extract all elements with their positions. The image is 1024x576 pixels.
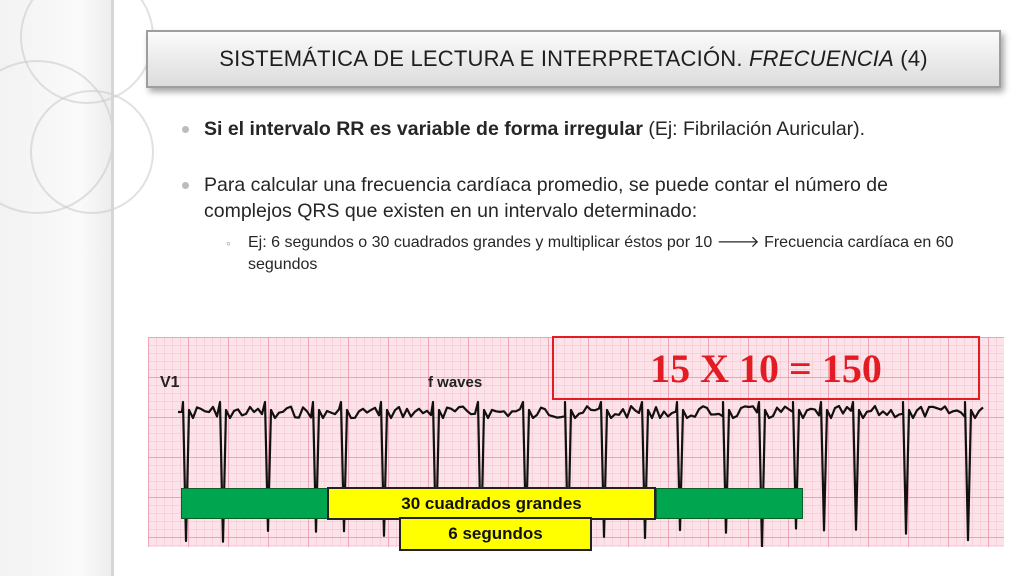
title-italic: FRECUENCIA — [748, 46, 894, 71]
bullet-irregular-rr-rest: (Ej: Fibrilación Auricular). — [642, 118, 866, 140]
sub-bullet-text: Ej: 6 segundos o 30 cuadrados grandes y multiplicar éstos por 10 🡒 Frecuencia cardíaca en 60 segundos — [248, 234, 954, 273]
time-label: 6 segundos — [448, 524, 543, 543]
span-label-box — [327, 487, 656, 520]
title-suffix: (4) — [900, 46, 928, 71]
title-main: SISTEMÁTICA DE LECTURA E INTERPRETACIÓN. — [219, 46, 743, 71]
bullet-average-rate-text: Para calcular una frecuencia cardíaca promedio, se puede contar el número de complejos QRS que existen en un intervalo determinado: — [204, 174, 888, 222]
sub-bullet-example — [204, 232, 970, 276]
left-decorative-band — [0, 0, 114, 576]
rate-formula: 15 X 10 = 150 — [650, 345, 882, 391]
green-span-bar-right — [656, 488, 803, 519]
bullet-list — [180, 116, 970, 276]
ecg-waves-label: f waves — [428, 374, 483, 391]
decorative-swirl — [30, 90, 154, 214]
bullet-irregular-rr-bold: Si el intervalo RR es variable de forma irregular — [204, 118, 643, 140]
span-label: 30 cuadrados grandes — [401, 493, 582, 513]
bullet-irregular-rr — [180, 116, 970, 142]
green-span-bar-left — [181, 488, 329, 519]
time-label-box — [399, 517, 592, 551]
ecg-lead-label: V1 — [160, 374, 180, 391]
slide-title-bar — [146, 30, 1001, 88]
bullet-average-rate — [180, 172, 970, 276]
slide-title — [219, 46, 928, 72]
band-divider — [111, 0, 114, 576]
rate-formula-box — [552, 336, 980, 400]
